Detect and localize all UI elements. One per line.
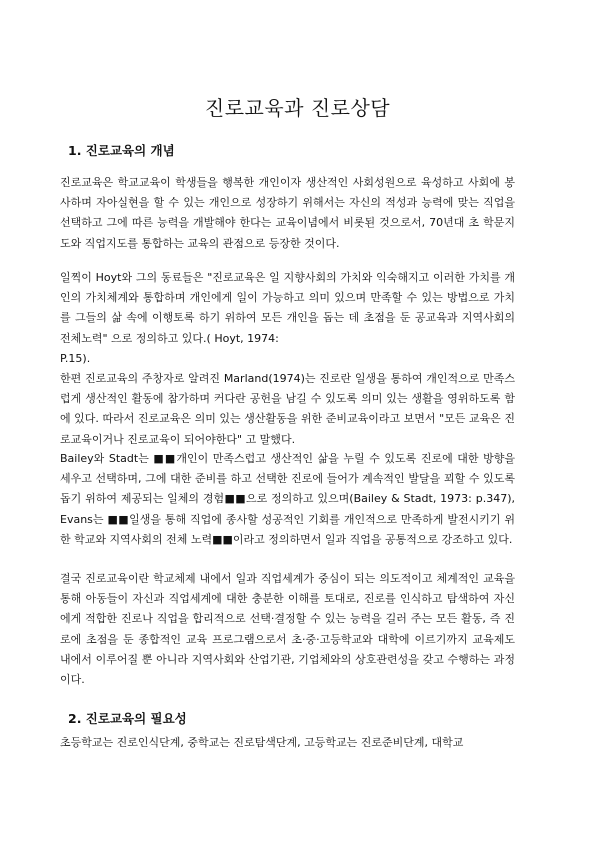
paragraph: 일찍이 Hoyt와 그의 동료들은 "진로교육은 일 지향사회의 가치와 익숙해지고 이러한 가치를 개인의 가치체계와 통합하며 개인에게 일이 가능하고 의미 있으며 만족할 수 있는 방법으로 가치를 그들의 삶 속에 이행토록 하기 위하여 모든 개인을 돕는 데 초점을 둔 공교육과 지역사회의 전체노력" 으로 정의하고 있다.( Hoyt, 1974:	[60, 271, 515, 345]
paragraph: Bailey와 Stadt는 ■■개인이 만족스럽고 생산적인 삶을 누릴 수 있도록 진로에 대한 방향을 세우고 선택하며, 그에 대한 준비를 하고 선택한 진로에 들어가 계속적인 발달을 꾀할 수 있도록 돕기 위하여 제공되는 일체의 경험■■으로 정의하고 있으며(Bailey & Stadt, 1973: p.347), Evans는 ■■일생을 통해 직업에 종사할 성공적인 기회를 개인적으로 만족하게 발전시키기 위한 학교와 지역사회의 전체 노력■■이라고 정의하면서 일과 직업을 공통적으로 강조하고 있다.	[60, 452, 515, 546]
paragraph: 진로교육은 학교교육이 학생들을 행복한 개인이자 생산적인 사회성원으로 육성하고 사회에 봉사하며 자아실현을 할 수 있는 개인으로 성장하기 위해서는 자신의 적성과 능력에 맞는 직업을 선택하고 그에 따른 능력을 개발해야 한다는 교육이념에서 비롯된 것으로서, 70년대 초 학문지도와 직업지도를 통합하는 교육의 관점으로 등장한 것이다.	[60, 176, 515, 250]
paragraph: 결국 진로교육이란 학교체제 내에서 일과 직업세계가 중심이 되는 의도적이고 체계적인 교육을 통해 아동들이 자신과 직업세계에 대한 충분한 이해를 토대로, 진로를 인식하고 탐색하여 자신에게 적합한 진로나 직업을 합리적으로 선택·결정할 수 있는 능력을 길러 주는 모든 활동, 즉 진로에 초점을 둔 종합적인 교육 프로그램으로서 초·중·고등학교와 대학에 이르기까지 교육제도 내에서 이루어질 뿐 아니라 지역사회와 산업기관, 기업체와의 상호관련성을 갖고 수행하는 과정이다.	[60, 572, 515, 687]
paragraph: 한편 진로교육의 주창자로 알려진 Marland(1974)는 진로란 일생을 통하여 개인적으로 만족스럽게 생산적인 활동에 참가하며 커다란 공헌을 남길 수 있도록 의미 있는 생활을 영위하도록 함에 있다. 따라서 진로교육은 의미 있는 생산활동을 위한 준비교육이라고 보면서 "모든 교육은 진로교육이거나 진로교육이 되어야한다" 고 말했다.	[60, 372, 515, 446]
section-heading: 1. 진로교육의 개념	[68, 143, 175, 158]
paragraph: P.15).	[60, 352, 91, 365]
section-heading: 2. 진로교육의 필요성	[68, 711, 187, 726]
paragraph: 초등학교는 진로인식단계, 중학교는 진로탐색단계, 고등학교는 진로준비단계, 대학교	[60, 736, 464, 749]
document-title: 진로교육과 진로상담	[204, 96, 391, 120]
